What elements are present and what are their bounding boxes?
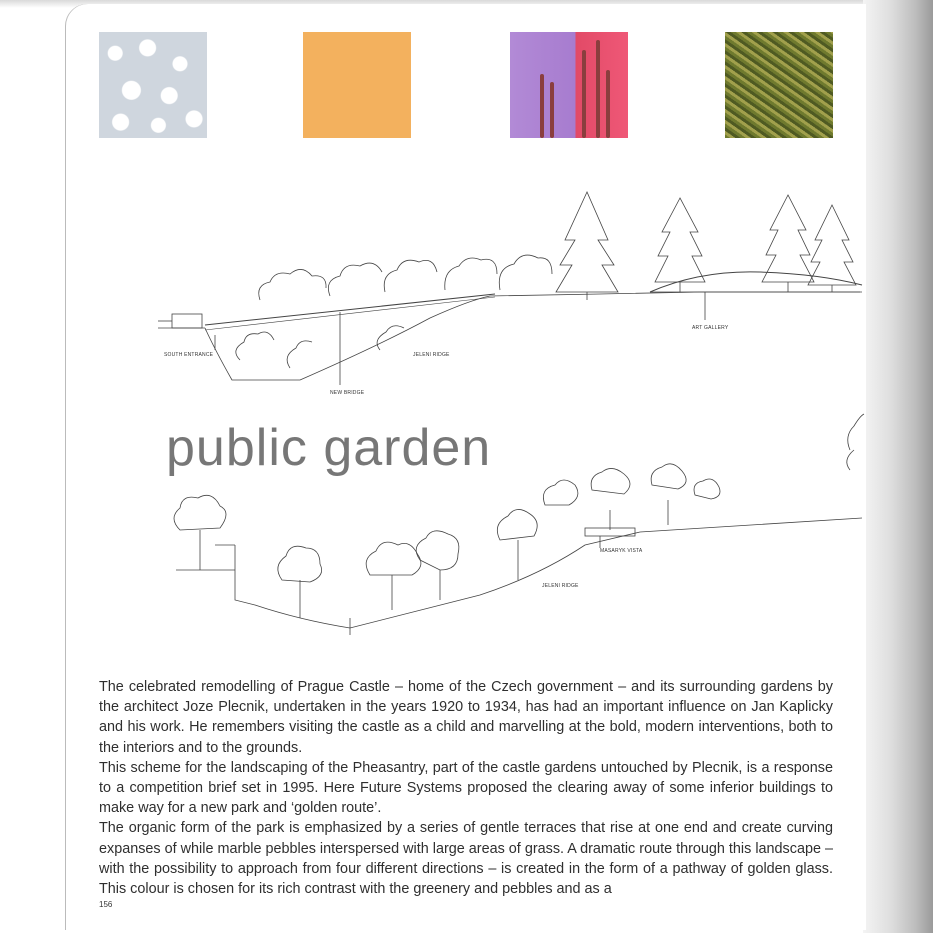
deciduous-tree — [174, 495, 226, 530]
label-masaryk-vista: MASARYK VISTA — [600, 548, 643, 554]
deciduous-tree — [543, 480, 578, 505]
page-number: 156 — [99, 900, 113, 909]
ground-profile — [235, 518, 862, 628]
deciduous-tree — [416, 531, 459, 570]
page-title: public garden — [166, 419, 492, 477]
deciduous-tree — [591, 468, 630, 494]
body-text — [99, 677, 833, 899]
deciduous-tree — [497, 509, 537, 540]
deciduous-tree — [366, 542, 421, 575]
paragraph: This scheme for the landscaping of the Pheasantry, part of the castle gardens untouched by Plecnik, is a response to a competition brief set in 1995. Here Future Systems proposed the clearing away of some inferior buildings to make way for a new park and ‘golden route’. — [99, 759, 833, 817]
deciduous-tree — [694, 479, 720, 499]
paragraph: The organic form of the park is emphasized by a series of gentle terraces that rise at one end and create curving expanses of while marble pebbles interspersed with large areas of grass. A dramatic route through this landscape – with the possibility to approach from four different directions – is created in the form of a pathway of golden glass. This colour is chosen for its rich contrast with the greenery and pebbles and as a — [99, 820, 833, 898]
deciduous-tree — [278, 546, 322, 582]
label-south-entrance: SOUTH ENTRANCE — [164, 352, 214, 358]
label-art-gallery: ART GALLERY — [692, 325, 729, 331]
paragraph: The celebrated remodelling of Prague Castle – home of the Czech government – and its surrounding gardens by the architect Joze Plecnik, undertaken in the years 1920 to 1934, has had an important influence on Jan Kaplicky and his work. He remembers visiting the castle as a child and marvelling at the bold, modern interventions, both to the interiors and to the grounds. — [99, 679, 833, 756]
label-new-bridge: NEW BRIDGE — [330, 390, 365, 396]
label-jeleni-ridge: JELENI RIDGE — [413, 352, 450, 358]
label-jeleni-ridge-lower: JELENI RIDGE — [542, 583, 579, 589]
deciduous-tree — [651, 464, 686, 489]
